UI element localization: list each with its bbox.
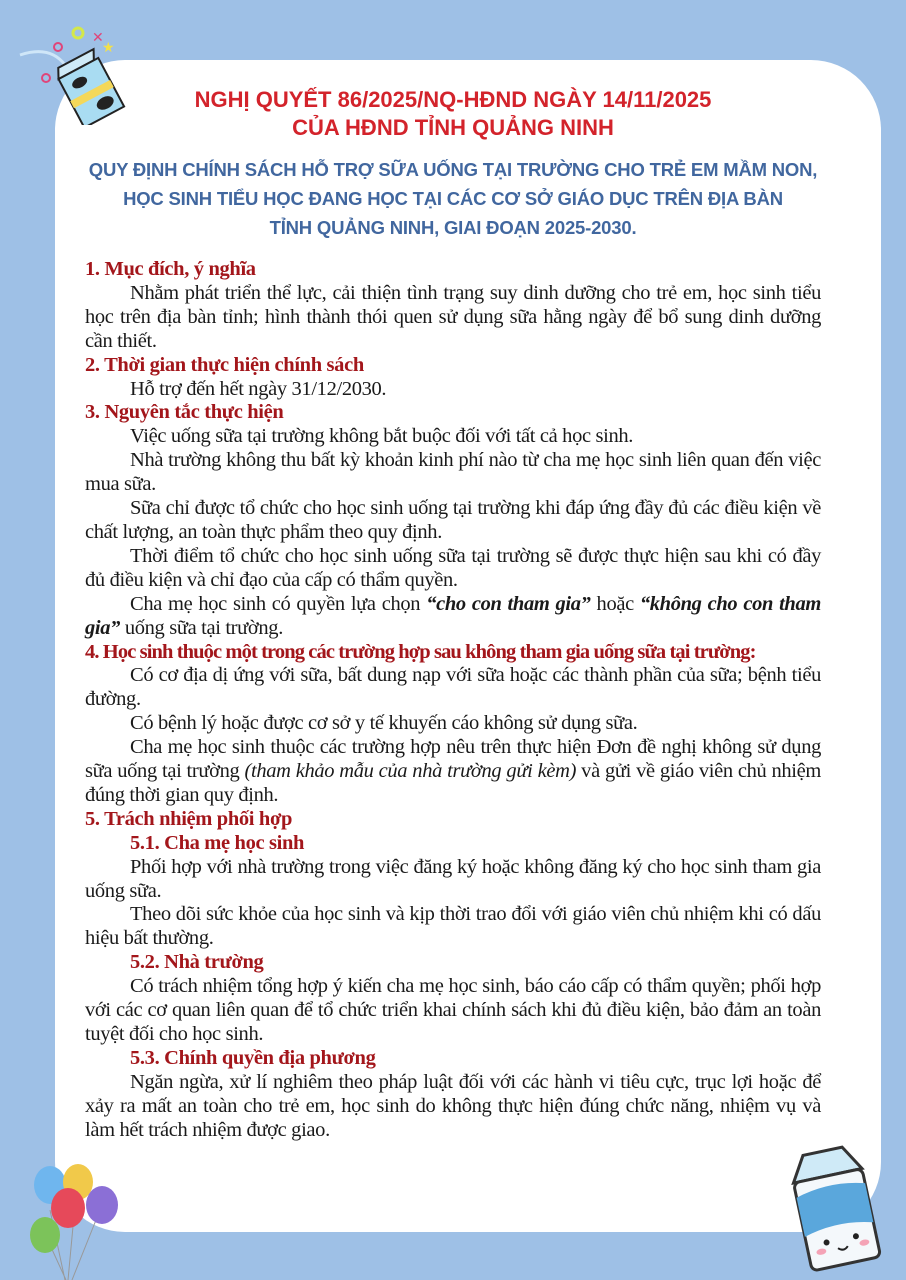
paragraph	[85, 593, 821, 641]
paragraph: Thời điểm tổ chức cho học sinh uống sữa tại trường sẽ được thực hiện sau khi có đầy đủ điều kiện và chỉ đạo của cấp có thẩm quyền.	[85, 544, 821, 591]
text: Cha mẹ học sinh thuộc các trường hợp nêu trên thực hiện Đơn đề nghị không sử dụng sữa uống tại trường	[85, 736, 821, 783]
subsection-heading: 5.3. Chính quyền địa phương	[130, 1046, 376, 1069]
section-heading: 3. Nguyên tắc thực hiện	[85, 401, 284, 424]
text: hoặc	[590, 592, 640, 615]
document-body	[85, 258, 821, 1143]
subsection-heading: 5.2. Nhà trường	[130, 951, 264, 974]
paragraph: Việc uống sữa tại trường không bắt buộc đối với tất cả học sinh.	[130, 425, 634, 448]
option-text: “không cho con tham gia”	[85, 592, 821, 639]
resolution-title	[0, 86, 906, 142]
subtitle-line: QUY ĐỊNH CHÍNH SÁCH HỖ TRỢ SỮA UỐNG TẠI TRƯỜNG CHO TRẺ EM MẦM NON,	[88, 159, 818, 180]
title-line: CỦA HĐND TỈNH QUẢNG NINH	[292, 115, 614, 140]
text: uống sữa tại trường.	[120, 616, 283, 639]
section-heading: 1. Mục đích, ý nghĩa	[85, 258, 256, 280]
note-text: (tham khảo mẫu của nhà trường gửi kèm)	[244, 760, 577, 783]
subsection-heading: 5.1. Cha mẹ học sinh	[130, 831, 305, 854]
option-text: “cho con tham gia”	[426, 592, 591, 615]
section-heading: 2. Thời gian thực hiện chính sách	[85, 353, 364, 376]
paragraph: Ngăn ngừa, xử lí nghiêm theo pháp luật đối với các hành vi tiêu cực, trục lợi hoặc để xảy ra mất an toàn cho trẻ em, học sinh do không thực hiện đúng chức năng, nhiệm vụ và làm hết trách nhiệm được giao.	[85, 1070, 821, 1141]
subtitle-line: HỌC SINH TIỂU HỌC ĐANG HỌC TẠI CÁC CƠ SỞ GIÁO DỤC TRÊN ĐỊA BÀN	[123, 188, 783, 209]
paragraph: Phối hợp với nhà trường trong việc đăng ký hoặc không đăng ký cho học sinh tham gia uống sữa.	[85, 855, 821, 902]
svg-text:✕: ✕	[92, 30, 104, 46]
paragraph: Có trách nhiệm tổng hợp ý kiến cha mẹ học sinh, báo cáo cấp có thẩm quyền; phối hợp với các cơ quan liên quan để tổ chức triển khai chính sách khi đủ điều kiện, bảo đảm an toàn tuyệt đối cho học sinh.	[85, 975, 821, 1045]
text: và gửi về giáo viên chủ nhiệm đúng thời gian quy định.	[85, 760, 822, 806]
resolution-subtitle	[0, 155, 906, 242]
text: Cha mẹ học sinh có quyền lựa chọn	[130, 592, 427, 615]
paragraph: Có bệnh lý hoặc được cơ sở y tế khuyến cáo không sử dụng sữa.	[130, 712, 638, 735]
balloons-icon	[20, 1160, 130, 1280]
paragraph: Hỗ trợ đến hết ngày 31/12/2030.	[130, 377, 387, 400]
subtitle-line: TỈNH QUẢNG NINH, GIAI ĐOẠN 2025-2030.	[269, 217, 637, 238]
paragraph	[85, 736, 821, 808]
paragraph: Theo dõi sức khỏe của học sinh và kịp thời trao đổi với giáo viên chủ nhiệm khi có dấu hiệu bất thường.	[85, 903, 821, 950]
paragraph: Nhà trường không thu bất kỳ khoản kinh phí nào từ cha mẹ học sinh liên quan đến việc mua sữa.	[85, 449, 821, 496]
section-heading: 4. Học sinh thuộc một trong các trường hợp sau không tham gia uống sữa tại trường:	[85, 640, 756, 663]
title-line: NGHỊ QUYẾT 86/2025/NQ-HĐND NGÀY 14/11/2025	[194, 87, 712, 112]
section-heading: 5. Trách nhiệm phối hợp	[85, 807, 293, 830]
paragraph: Có cơ địa dị ứng với sữa, bất dung nạp với sữa hoặc các thành phần của sữa; bệnh tiểu đường.	[85, 664, 821, 711]
milk-carton-mascot-icon	[775, 1140, 900, 1275]
paragraph: Sữa chỉ được tổ chức cho học sinh uống tại trường khi đáp ứng đầy đủ các điều kiện về chất lượng, an toàn thực phẩm theo quy định.	[85, 497, 821, 543]
svg-text:★: ★	[102, 40, 115, 56]
paragraph: Nhằm phát triển thể lực, cải thiện tình trạng suy dinh dưỡng cho trẻ em, học sinh tiểu học trên địa bàn tỉnh; hình thành thói quen sử dụng sữa hằng ngày để bổ sung dinh dưỡng cần thiết.	[85, 281, 821, 352]
